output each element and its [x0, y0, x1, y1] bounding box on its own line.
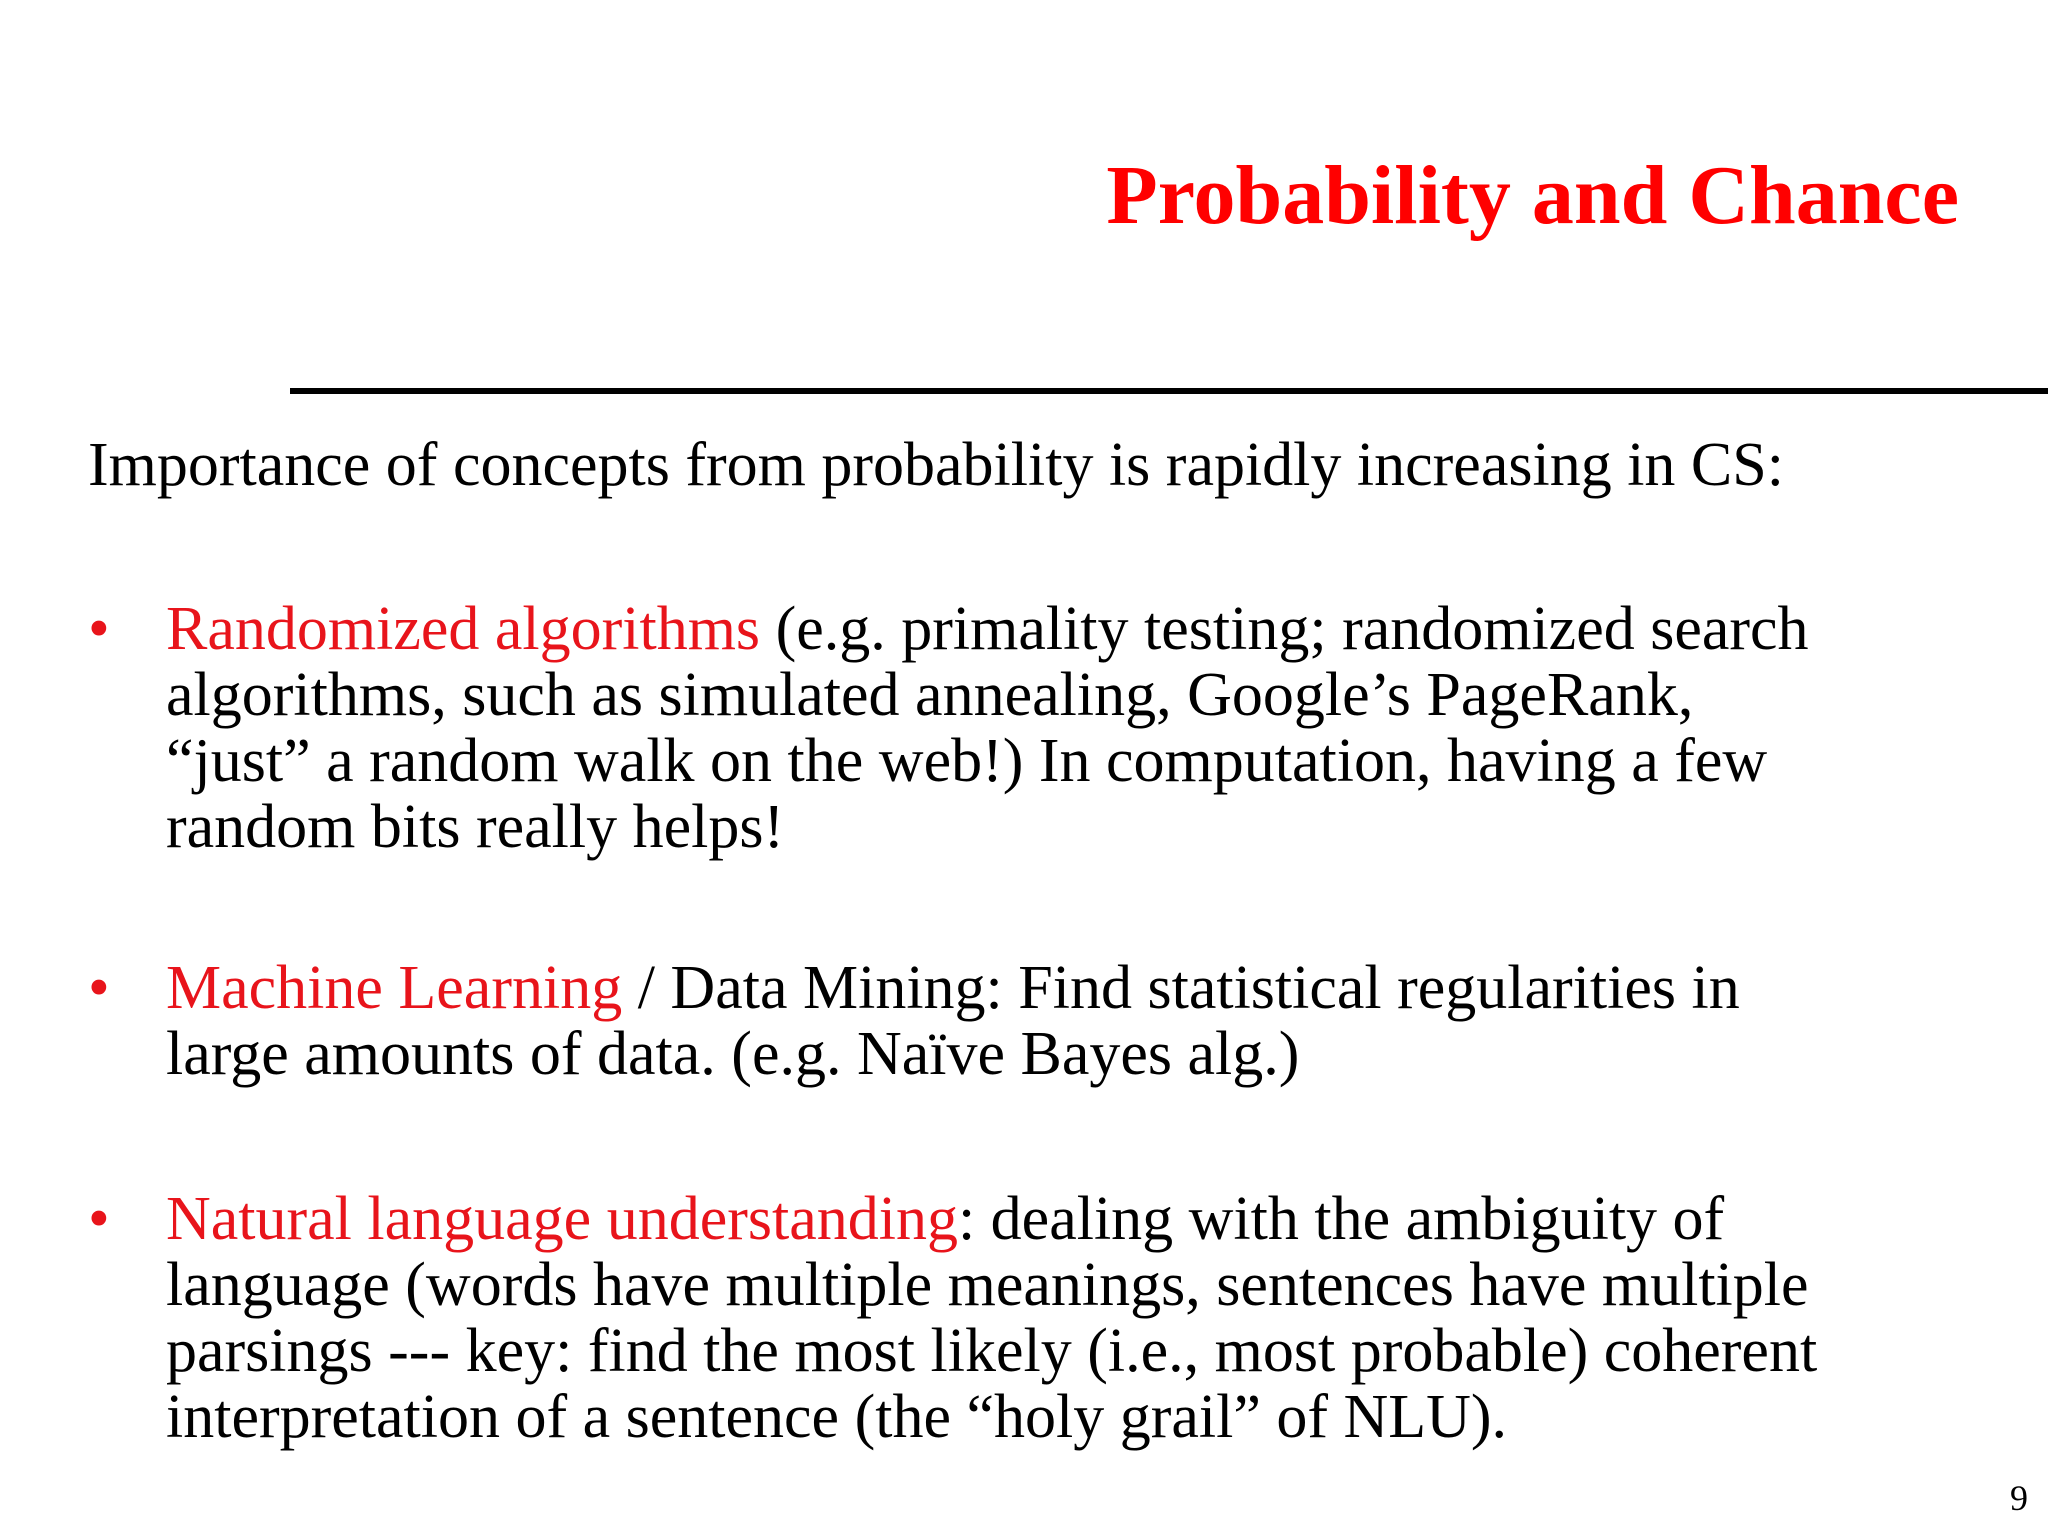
bullet-text: [166, 596, 2048, 860]
bullet-line-text: : dealing with the ambiguity of: [957, 1185, 1725, 1253]
bullet-line: [166, 596, 2048, 662]
bullet-line: algorithms, such as simulated annealing, Google’s PageRank,: [166, 661, 1694, 729]
bullet-text: [166, 955, 2048, 1087]
highlight-term: Randomized algorithms: [166, 595, 761, 663]
bullet-line: “just” a random walk on the web!) In computation, having a few: [166, 727, 1768, 795]
bullet-marker: •: [88, 954, 110, 1022]
bullet-text: [166, 1186, 2048, 1450]
bullet-marker: •: [88, 1185, 110, 1253]
bullet-marker: •: [88, 595, 110, 663]
intro-text: Importance of concepts from probability is rapidly increasing in CS:: [88, 431, 1784, 499]
bullet-line: [166, 1186, 2048, 1252]
bullet-line: [166, 955, 2048, 1021]
bullet-line: random bits really helps!: [166, 793, 785, 861]
highlight-term: Natural language understanding: [166, 1185, 958, 1253]
title-divider: [290, 388, 2048, 394]
bullet-line: interpretation of a sentence (the “holy grail” of NLU).: [166, 1383, 1508, 1451]
bullet-line-text: (e.g. primality testing; randomized search: [760, 595, 1809, 663]
bullet-line: parsings --- key: find the most likely (i.e., most probable) coherent: [166, 1317, 1818, 1385]
bullet-line-text: / Data Mining: Find statistical regularities in: [622, 954, 1740, 1022]
bullet-line: language (words have multiple meanings, sentences have multiple: [166, 1251, 1809, 1319]
slide-title: Probability and Chance: [1106, 149, 1959, 242]
bullet-line: large amounts of data. (e.g. Naïve Bayes alg.): [166, 1020, 1300, 1088]
highlight-term: Machine Learning: [166, 954, 623, 1022]
page-number: 9: [2010, 1478, 2028, 1518]
